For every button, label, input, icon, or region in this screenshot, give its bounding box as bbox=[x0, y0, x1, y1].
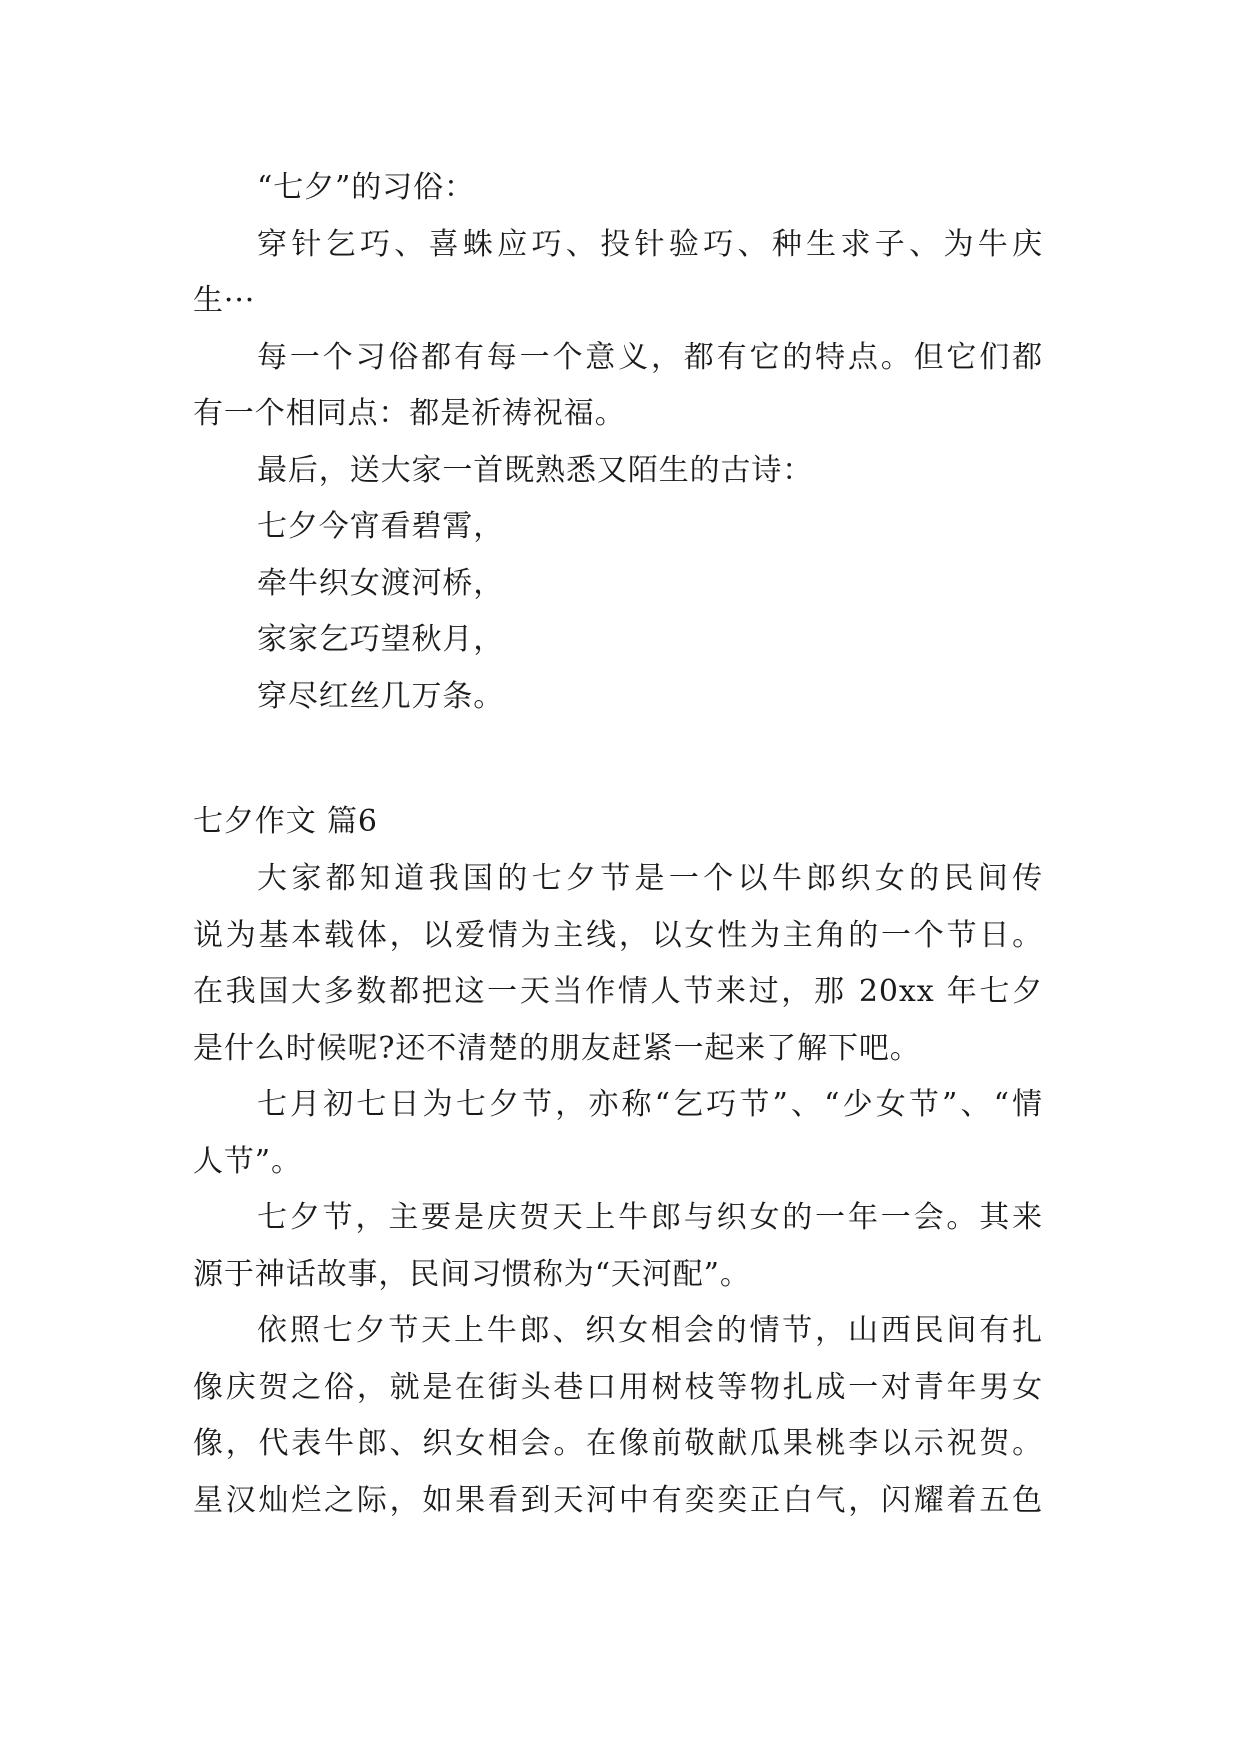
poem-line: 家家乞巧望秋月， bbox=[257, 622, 505, 657]
paragraph-line: 生··· bbox=[193, 283, 256, 318]
paragraph-line: 在我国大多数都把这一天当作情人节来过，那 20xx 年七夕 bbox=[193, 974, 1043, 1009]
poem-line: 牵牛织女渡河桥， bbox=[257, 566, 505, 601]
paragraph-line: 每一个习俗都有每一个意义，都有它的特点。但它们都 bbox=[257, 340, 1043, 375]
paragraph-line: 说为基本载体，以爱情为主线，以女性为主角的一个节日。 bbox=[193, 918, 1043, 953]
section-title: 七夕作文 篇6 bbox=[193, 804, 378, 839]
paragraph-line: 人节”。 bbox=[193, 1144, 302, 1179]
poem-line: 穿尽红丝几万条。 bbox=[257, 679, 505, 714]
paragraph-line: 像，代表牛郎、织女相会。在像前敬献瓜果桃李以示祝贺。 bbox=[193, 1426, 1043, 1461]
paragraph-line: 大家都知道我国的七夕节是一个以牛郎织女的民间传 bbox=[257, 861, 1043, 896]
paragraph-line: 像庆贺之俗，就是在街头巷口用树枝等物扎成一对青年男女 bbox=[193, 1370, 1043, 1405]
paragraph-line: 七月初七日为七夕节，亦称“乞巧节”、“少女节”、“情 bbox=[257, 1087, 1043, 1122]
paragraph-line: 源于神话故事，民间习惯称为“天河配”。 bbox=[193, 1257, 751, 1292]
paragraph-line: 最后，送大家一首既熟悉又陌生的古诗： bbox=[257, 453, 814, 488]
customs-heading: “七夕”的习俗： bbox=[257, 170, 475, 205]
paragraph-line: 有一个相同点：都是祈祷祝福。 bbox=[193, 396, 626, 431]
paragraph-line: 七夕节，主要是庆贺天上牛郎与织女的一年一会。其来 bbox=[257, 1200, 1043, 1235]
paragraph-line: 依照七夕节天上牛郎、织女相会的情节，山西民间有扎 bbox=[257, 1313, 1043, 1348]
poem-line: 七夕今宵看碧霄， bbox=[257, 509, 505, 544]
paragraph-line: 星汉灿烂之际，如果看到天河中有奕奕正白气，闪耀着五色 bbox=[193, 1483, 1043, 1518]
paragraph-line: 穿针乞巧、喜蛛应巧、投针验巧、种生求子、为牛庆 bbox=[257, 227, 1043, 262]
paragraph-line: 是什么时候呢?还不清楚的朋友赶紧一起来了解下吧。 bbox=[193, 1031, 921, 1066]
